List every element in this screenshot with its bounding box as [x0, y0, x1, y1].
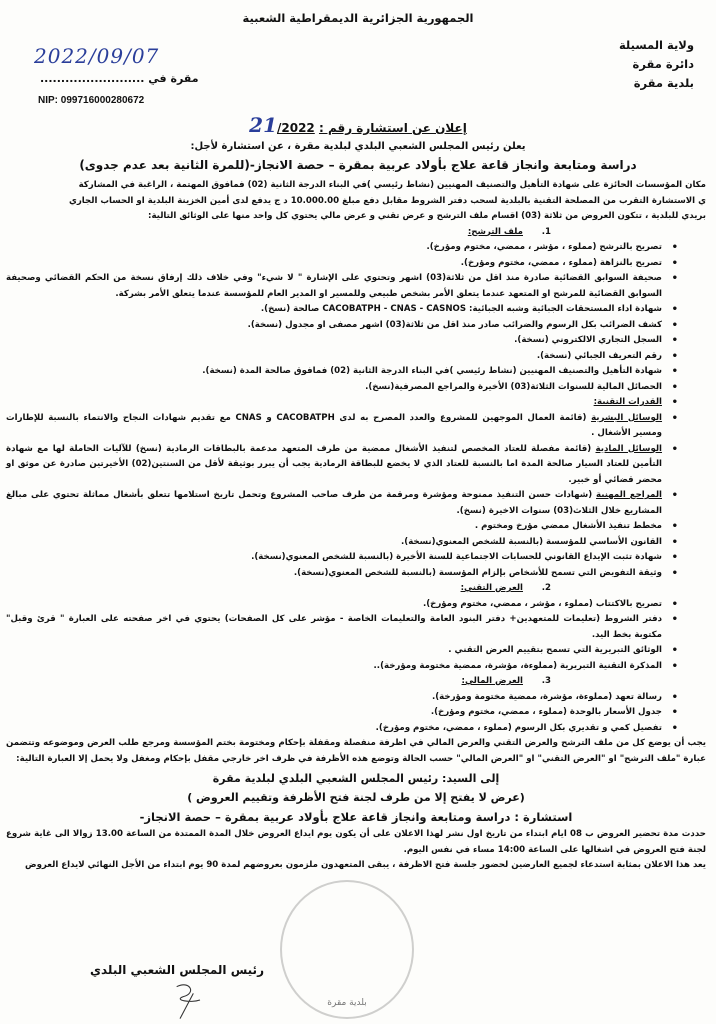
item-text: القانون الأساسي للمؤسسة (بالنسبة للشخص المعنوي(نسخة). [401, 536, 662, 547]
item-text: (شهادات حسن التنفيذ ممنوحة ومؤشرة ومرقمة من طرف صاحب المشروع وتحمل تاريخ استلامها تتعلق بأشغال مماثلة تحتوي على مبالغ المشاريع خلال الثلاث(03) سنوات الاخيرة (نسخ). [6, 490, 662, 516]
official-stamp [280, 880, 414, 1019]
project-title: دراسة ومتابعة وانجاز قاعة علاج بأولاد عربية بمقرة – حصة الانجاز-(للمرة الثانية بعد عدم جدوى) [79, 158, 637, 172]
item-text: شهادة اداء المستحقات الجبائية وشبه الجبائية: CACOBATPH - CNAS - CASNOS صالحة (نسخ). [260, 304, 662, 314]
item-label: المراجع المهنية [596, 490, 662, 500]
list-item [6, 380, 680, 396]
item-text: (قائمة مفصلة للعتاد المخصص لتنفيذ الأشغال ممضية من طرف المتعهد مدعمة بالبطاقات الرمادية (نسخ) للآليات الحاملة لها مع شهادة التأمين للعتاد السيار صالحة المدة اما بالنسبة للعتاد الذي لا يخضع للبطاقة الرمادية يجب أن يبرر بوثيقة لأقل من السنتين(02) الأخيرتين صادرة عن موثق او محضر قضائي أو خبير. [6, 443, 662, 485]
stamp-text: بلدية مقرة [327, 998, 367, 1008]
handwritten-number: 21 [249, 113, 277, 137]
item-text: تصريح بالنزاهة (مملوء ، ممضي، مختوم ومؤرخ). [460, 257, 662, 268]
envelope-note: (عرض لا يفتح إلا من طرف لجنة فتح الأظرفة وتقييم العروض ) [187, 791, 525, 804]
list-item [6, 271, 680, 302]
handwritten-signature [170, 980, 210, 1020]
item-text: شهادة تثبت الإيداع القانوني للحسابات الاجتماعية للسنة الأخيرة (بالنسبة للشخص المعنوي(نسخة). [251, 552, 662, 562]
deadline-block [6, 827, 706, 874]
item-text: شهادة التأهيل والتصنيف المهنيين (نشاط رئيسي )في البناء الدرجة الثانية (02) فمافوق صالحة المدة (نسخة). [202, 366, 662, 376]
item-text: السجل التجاري الالكتروني (نسخة). [514, 335, 662, 345]
announcement-year: /2022 [277, 121, 315, 135]
list-item [6, 349, 680, 365]
announcement-body [6, 178, 706, 874]
list-item [6, 240, 680, 256]
list-item [6, 659, 680, 675]
item-text: وثيقة التفويض التي تسمح للأشخاص بإلزام المؤسسة (بالنسبة للشخص المعنوي(نسخة). [293, 567, 662, 578]
handwritten-date: 2022/09/07 [34, 44, 160, 68]
list-item [6, 519, 680, 535]
item-text: تفصيل كمي و تقديري بكل الرسوم (مملوء ، ممضي، مختوم ومؤرخ). [375, 722, 662, 733]
list-item [6, 535, 680, 551]
list-item [6, 597, 680, 613]
item-text: تصريح بالترشح (مملوء ، مؤشر ، ممضي، مختوم ومؤرخ). [426, 242, 662, 252]
administration-block [619, 36, 694, 93]
item-label: الوسائل المادية [595, 443, 662, 454]
section-heading [6, 674, 551, 690]
wilaya: ولاية المسيلة [618, 38, 694, 52]
section-number: 3. [541, 676, 551, 686]
section-heading [6, 581, 551, 597]
item-text: المذكرة التقنية التبريرية (مملوءة، مؤشرة، ممضية مختومة ومؤرخة).. [373, 660, 662, 671]
item-text: صحيفة السوابق القضائية صادرة منذ اقل من ثلاثة(03) اشهر وتحتوي على الإشارة " لا شيء" وفي خلاف ذلك إرفاق نسخة من الحكم القضائي وصحيفة السوابق القضائية للمرشح او المتعهد عندما يتعلق الأمر بشخص طبيعي وللمسير او المدير العام للمؤسسة عندما يتعلق الأمر بشركة. [6, 273, 662, 299]
item-text: رقم التعريف الجبائي (نسخة). [536, 350, 662, 361]
section-number: 1. [541, 226, 551, 237]
section-items [6, 597, 706, 675]
daira: دائرة مقرة [632, 57, 694, 71]
list-item [6, 721, 680, 737]
list-item [6, 488, 680, 519]
envelope-recipient: إلى السيد: رئيس المجلس الشعبي البلدي لبلدية مقرة [212, 772, 500, 785]
list-item [6, 612, 680, 643]
list-item [6, 442, 680, 489]
deadline-text: حددت مدة تحضير العروض ب 08 ايام ابتداء من تاريخ اول نشر لهذا الاعلان على أن يكون يوم ايداع العروض خلال المدة الممتدة من الساعة 13.00 زوالا الى غاية شروع لجنة فتح العروض في اشغالها على الساعة 14:00 مساء في نفس اليوم. [6, 829, 707, 855]
list-item [6, 643, 680, 659]
item-text: جدول الأسعار بالوحدة (مملوء ، ممضي، مختوم ومؤرخ). [430, 707, 662, 717]
item-text: (قائمة العمال الموجهين للمشروع والعدد المصرح به لدى CACOBATPH و CNAS مع تقديم شهادات النجاح والانتماء بالنسبة للإطارات ومسير الأشغال . [6, 412, 662, 438]
intro-line: بريدي للبلدية ، تتكون العروض من ثلاثة (03) اقسام ملف الترشح و عرض تقني و عرض مالي يحتوي كل واحد منها على الوثائق التالية: [148, 211, 706, 221]
list-item [6, 256, 680, 272]
section-label: العرض التقني: [460, 583, 523, 593]
republic-heading: الجمهورية الجزائرية الديمقراطية الشعبية [242, 11, 474, 25]
section-number: 2. [541, 583, 551, 593]
place-label: مقرة في ......................... [40, 72, 199, 85]
section-label: ملف الترشح: [467, 226, 523, 237]
list-item [6, 566, 680, 582]
section-items [6, 240, 706, 581]
list-item [6, 318, 680, 334]
list-item [6, 395, 680, 411]
list-item [6, 364, 680, 380]
document-sections [6, 225, 706, 737]
list-item [6, 302, 680, 318]
list-item [6, 411, 680, 442]
envelope-paragraph: يجب أن يوضع كل من ملف الترشح والعرض التقني والعرض المالي في اظرفة منفصلة ومقفلة بإحكام ومختومة بختم المؤسسة ومرجع طلب العرض وموضوعه وتتضمن عبارة "ملف الترشح" او "العرض التقني" او "العرض المالي" حسب الحالة وتوضع هذه الأظرفة في ظرف اخر خارجي مقفل بإحكام ومغفل ولا يحمل إلا العبارة التالية: [6, 738, 706, 764]
item-text: الوثائق التبريرية التي تسمح بتقييم العرض التقني . [448, 645, 662, 655]
item-text: دفتر الشروط (تعليمات للمتعهدين+ دفتر البنود العامة والتعليمات الخاصة - مؤشر على كل الصفحات) يحتوي في اخر صفحته على العبارة " قرئ وقبل" مكتوبة بخط اليد. [6, 614, 662, 640]
list-item [6, 690, 680, 706]
item-label: الوسائل البشرية [591, 412, 663, 423]
commune: بلدية مقرة [633, 76, 694, 90]
section-items [6, 690, 706, 737]
item-label: القدرات التقنية: [593, 397, 662, 407]
list-item [6, 550, 680, 566]
section-label: العرض المالي: [461, 676, 523, 686]
intro-line: ي الاستشارة التقرب من المصلحة التقنية بالبلدية لسحب دفتر الشروط مقابل دفع مبلغ 10.000.00 د ج يدفع لدى أمين الخزينة البلدية او الحساب الجاري [68, 195, 706, 206]
summons-text: يعد هذا الاعلان بمثابة استدعاء لجميع العارضين لحضور جلسة فتح الاظرفة ، يبقى المتعهدون ملزمون بعروضهم لمدة 90 يوم ابتداء من الأجل النهائي لايداع العروض [25, 860, 706, 870]
item-text: الحصائل المالية للسنوات الثلاثة(03) الأخيرة والمراجع المصرفية(نسخ). [365, 381, 662, 392]
announcement-title [0, 114, 716, 139]
list-item [6, 705, 680, 721]
intro-line: مكان المؤسسات الحائزة على شهادة التأهيل والتصنيف المهنيين (نشاط رئيسي )في البناء الدرجة الثانية (02) فمافوق المهتمة ، الراغبة في المشاركة [78, 180, 706, 190]
announcement-lead: يعلن رئيس المجلس الشعبي البلدي لبلدية مقرة ، عن استشارة لأجل: [190, 141, 526, 152]
signatory-title: رئيس المجلس الشعبي البلدي [90, 963, 264, 977]
section-heading [6, 225, 551, 241]
envelope-subject: استشارة : دراسة ومتابعة وانجاز قاعة علاج بأولاد عربية بمقرة – حصة الانجاز- [139, 810, 573, 824]
item-text: تصريح بالاكتتاب (مملوء ، مؤشر ، ممضي، مختوم ومؤرخ). [422, 598, 662, 609]
item-text: مخطط تنفيذ الأشغال ممضي مؤرخ ومختوم . [474, 521, 662, 531]
announcement-title-text: إعلان عن استشارة رقم : [318, 121, 467, 135]
item-text: رسالة تعهد (مملوءة، مؤشرة، ممضية مختومة ومؤرخة). [431, 691, 662, 702]
list-item [6, 333, 680, 349]
nip-number: NIP: 099716000280672 [38, 95, 145, 106]
item-text: كشف الضرائب بكل الرسوم والضرائب صادر منذ اقل من ثلاثة(03) اشهر مصفى او مجدول (نسخة). [247, 319, 662, 330]
